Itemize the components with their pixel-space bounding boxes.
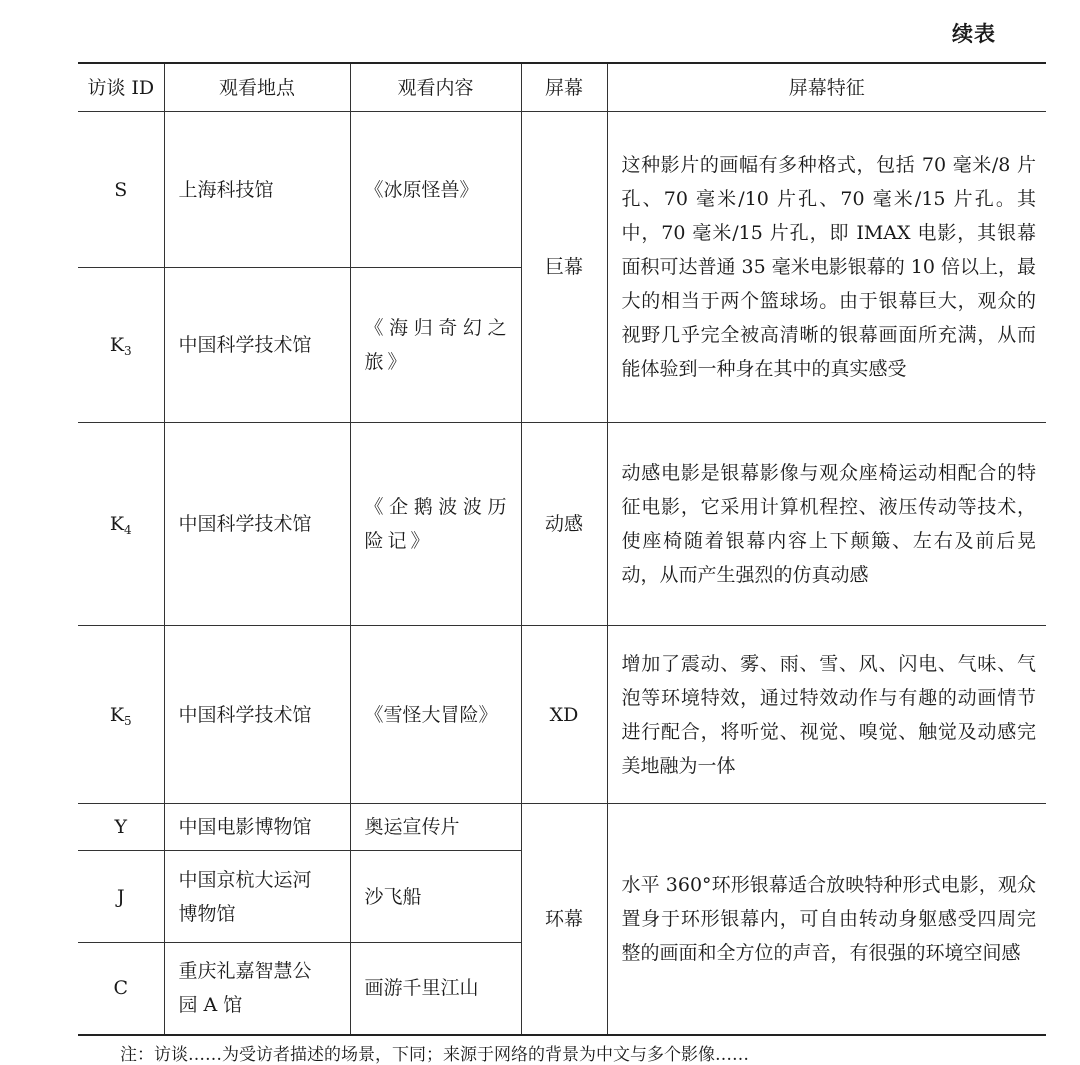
interview-id (78, 626, 164, 804)
header-screen-feature: 屏幕特征 (607, 63, 1046, 112)
id-letter: K (109, 703, 125, 726)
interview-id: S (78, 112, 164, 268)
continued-label: 续表 (952, 22, 996, 46)
screen-feature-cell: 这种影片的画幅有多种格式，包括 70 毫米/8 片孔、70 毫米/10 片孔、70 毫米/15 片孔。其中，70 毫米/15 片孔，即 IMAX 电影，其银幕面积可达普通 35 毫米电影银幕的 10 倍以上，最大的相当于两个篮球场。由于银幕巨大，观众的视野几乎完全被高清晰的银幕画面所充满，从而能体验到一种身在其中的真实感受 (607, 112, 1046, 423)
screen-feature-cell: 动感电影是银幕影像与观众座椅运动相配合的特征电影，它采用计算机程控、液压传动等技术，使座椅随着银幕内容上下颠簸、左右及前后晃动，从而产生强烈的仿真动感 (607, 423, 1046, 626)
screen-types-table (78, 62, 1046, 1036)
table-row (78, 423, 1046, 626)
location-cell: 中国科学技术馆 (164, 423, 350, 626)
id-letter: K (109, 513, 125, 535)
content-cell: 《海归奇幻之旅》 (350, 268, 521, 423)
content-cell: 《企鹅波波历险记》 (350, 423, 521, 626)
screen-type-cell: 环幕 (521, 804, 607, 1035)
screen-type-cell: XD (521, 626, 607, 804)
location-cell: 中国电影博物馆 (164, 804, 350, 851)
table-row (78, 626, 1046, 804)
id-subscript: 5 (124, 713, 132, 728)
location-cell: 上海科技馆 (164, 112, 350, 268)
interview-id: J (78, 851, 164, 943)
header-location: 观看地点 (164, 63, 350, 112)
location-cell: 重庆礼嘉智慧公园 A 馆 (164, 943, 350, 1035)
screen-feature-cell: 增加了震动、雾、雨、雪、风、闪电、气味、气泡等环境特效，通过特效动作与有趣的动画情节进行配合，将听觉、视觉、嗅觉、触觉及动感完美地融为一体 (607, 626, 1046, 804)
content-cell: 画游千里江山 (350, 943, 521, 1035)
header-content: 观看内容 (350, 63, 521, 112)
location-cell: 中国科学技术馆 (164, 626, 350, 804)
table-footnote: 注：访谈……为受访者描述的场景，下同；来源于网络的背景为中文与多个影像…… (120, 1045, 749, 1065)
id-letter: K (109, 334, 125, 356)
table-row (78, 804, 1046, 851)
content-cell: 《冰原怪兽》 (350, 112, 521, 268)
interview-id (78, 268, 164, 423)
content-cell: 沙飞船 (350, 851, 521, 943)
location-cell: 中国科学技术馆 (164, 268, 350, 423)
table-row (78, 112, 1046, 268)
screen-feature-cell: 水平 360°环形银幕适合放映特种形式电影，观众置身于环形银幕内，可自由转动身躯感受四周完整的画面和全方位的声音，有很强的环境空间感 (607, 804, 1046, 1035)
table-header-row (78, 63, 1046, 112)
content-cell: 奥运宣传片 (350, 804, 521, 851)
screen-type-cell: 巨幕 (521, 112, 607, 423)
location-cell: 中国京杭大运河博物馆 (164, 851, 350, 943)
interview-id (78, 423, 164, 626)
screen-type-cell: 动感 (521, 423, 607, 626)
interview-id: C (78, 943, 164, 1035)
header-interview-id: 访谈 ID (78, 63, 164, 112)
header-screen: 屏幕 (521, 63, 607, 112)
content-cell: 《雪怪大冒险》 (350, 626, 521, 804)
interview-id: Y (78, 804, 164, 851)
id-subscript: 3 (124, 344, 132, 358)
id-subscript: 4 (124, 523, 132, 537)
